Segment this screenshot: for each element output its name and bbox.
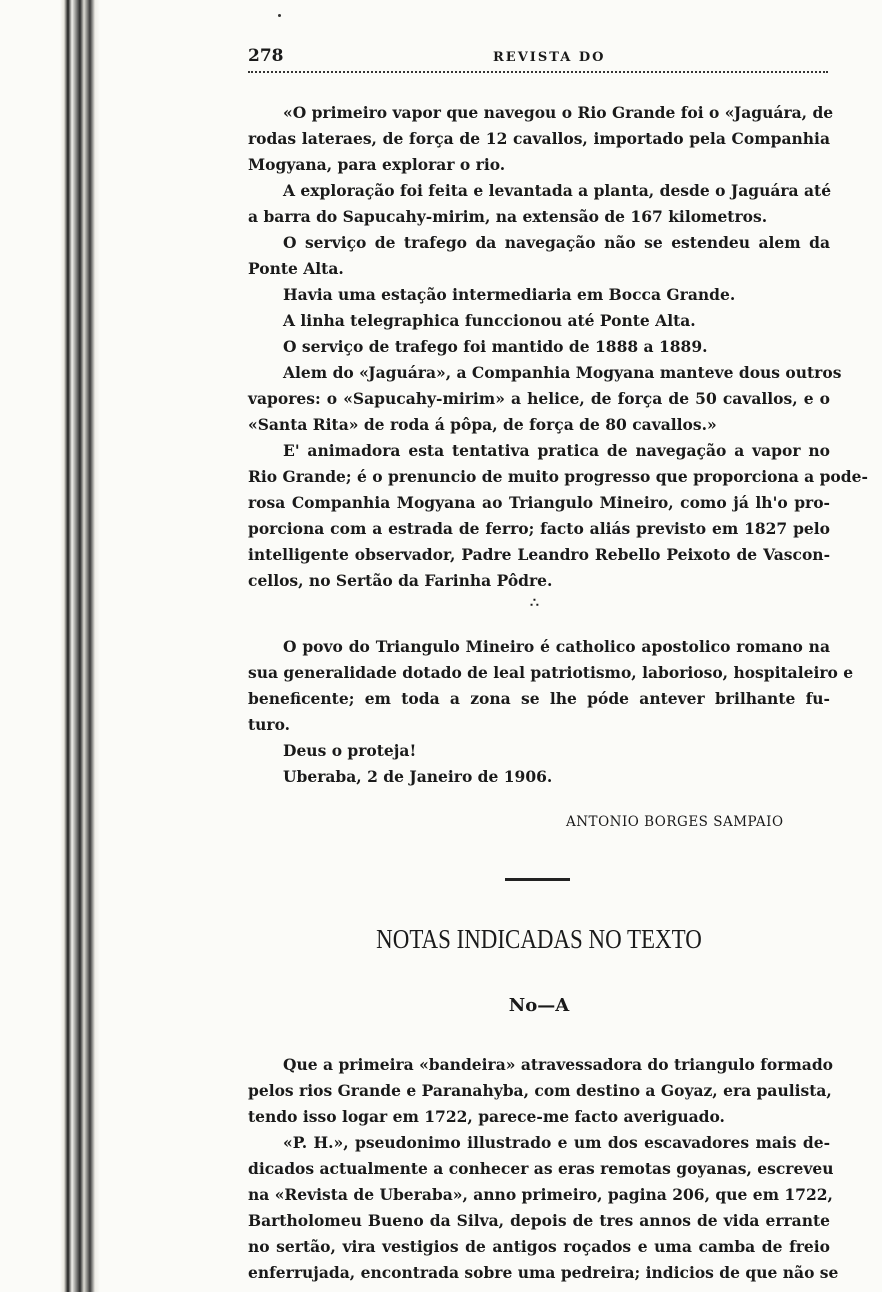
quoted-passage [248,100,868,594]
text-line: Uberaba, 2 de Janeiro de 1906. [283,767,553,786]
text-line: dicados actualmente a conhecer as eras remotas goyanas, escreveu [248,1159,834,1178]
text-line: «P. H.», pseudonimo illustrado e um dos escavadores mais de- [283,1133,830,1152]
text-line: a barra do Sapucahy-mirim, na extensão de 167 kilometros. [248,207,768,226]
ink-speck [278,14,281,17]
section-divider [505,878,570,881]
text-line: porciona com a estrada de ferro; facto aliás previsto em 1827 pelo [248,519,830,538]
text-line: na «Revista de Uberaba», anno primeiro, pagina 206, que em 1722, [248,1185,833,1204]
text-line: intelligente observador, Padre Leandro Rebello Peixoto de Vascon- [248,545,830,564]
text-line: tendo isso logar em 1722, parece-me facto averiguado. [248,1107,725,1126]
text-line: pelos rios Grande e Paranahyba, com destino a Goyaz, era paulista, [248,1081,832,1100]
text-line: rosa Companhia Mogyana ao Triangulo Mineiro, como já lh'o pro- [248,493,830,512]
text-line: Rio Grande; é o prenuncio de muito progresso que proporciona a pode- [248,467,868,486]
text-line: «Santa Rita» de roda á pôpa, de força de 80 cavallos.» [248,415,717,434]
text-line: O serviço de trafego da navegação não se estendeu alem da [283,233,830,252]
notes-paragraphs [248,1052,839,1286]
text-line: no sertão, vira vestigios de antigos roçados e uma camba de freio [248,1237,830,1256]
page-header [248,38,828,68]
text-line: Bartholomeu Bueno da Silva, depois de tres annos de vida errante [248,1211,830,1230]
text-line: beneficente; em toda a zona se lhe póde antever brilhante fu- [248,689,830,708]
text-line: E' animadora esta tentativa pratica de navegação a vapor no [283,441,830,460]
author-signature: ANTONIO BORGES SAMPAIO [566,814,784,830]
page-number: 278 [248,46,284,66]
text-line: enferrujada, encontrada sobre uma pedreira; indicios de que não se [248,1263,839,1282]
text-line: rodas lateraes, de força de 12 cavallos, importado pela Companhia [248,129,830,148]
text-line: O povo do Triangulo Mineiro é catholico apostolico romano na [283,637,830,656]
text-line: Mogyana, para explorar o rio. [248,155,506,174]
text-line: sua generalidade dotado de leal patriotismo, laborioso, hospitaleiro e [248,663,854,682]
text-line: A linha telegraphica funccionou até Ponte Alta. [283,311,696,330]
subsection-title: No—A [508,995,570,1016]
text-line: cellos, no Sertão da Farinha Pôdre. [248,571,553,590]
closing-paragraphs [248,634,854,790]
text-line: Ponte Alta. [248,259,344,278]
text-line: O serviço de trafego foi mantido de 1888 a 1889. [283,337,708,356]
text-line: «O primeiro vapor que navegou o Rio Grande foi o «Jaguára, de [283,103,834,122]
header-rule [248,71,828,73]
running-head: REVISTA DO [493,50,606,65]
book-binding-edge [0,0,100,1292]
text-line: Que a primeira «bandeira» atravessadora do triangulo formado [283,1055,834,1074]
text-line: A exploração foi feita e levantada a planta, desde o Jaguára até [283,181,832,200]
text-line: Havia uma estação intermediaria em Bocca Grande. [283,285,736,304]
text-line: Deus o proteja! [283,741,417,760]
section-break-asterism: ∴ [530,595,539,611]
text-line: turo. [248,715,291,734]
text-line: vapores: o «Sapucahy-mirim» a helice, de força de 50 cavallos, e o [248,389,830,408]
section-title: NOTAS INDICADAS NO TEXTO [376,924,702,954]
text-line: Alem do «Jaguára», a Companhia Mogyana manteve dous outros [283,363,842,382]
